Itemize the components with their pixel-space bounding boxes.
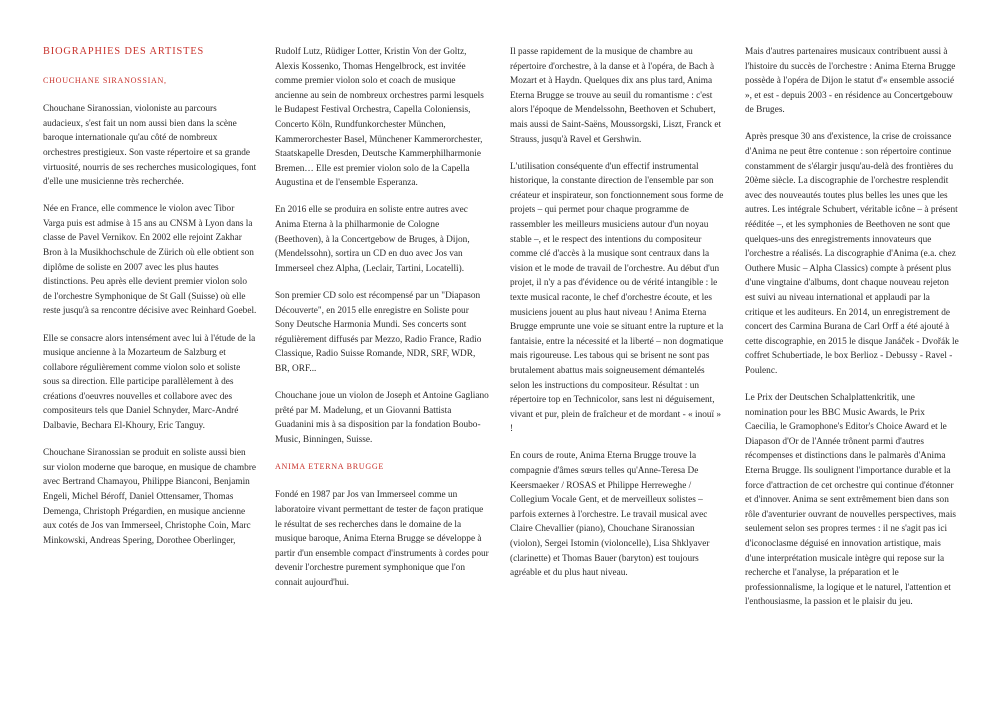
bio-paragraph: Le Prix der Deutschen Schalplattenkritik, une nomination pour les BBC Music Awards, le Prix Caecilia, le Gramophone's Editor's Choice Award et le Diapason d'Or de l'Année trônent parmi d'autres récompenses et distinctions dans le palmarès d'Anima Eterna Brugge. Ils soulignent l'importance durable et la force d'attraction de cet orchestre qui continue d'étonner et d'innover. Anima se sent extrêmement bien dans son rôle d'aventurier ouvrant de nouvelles perspectives, mais seulement selon ses propres termes : il ne s'agit pas ici d'iconoclasme déguisé en innovation artistique, mais d'une interprétation musicale intègre qui repose sur la recherche et l'analyse, la préparation et le professionnalisme, la logique et le naturel, l'attention et l'enthousiasme, la passion et le plaisir du jeu. bbox=[745, 393, 957, 608]
section-title: BIOGRAPHIES DES ARTISTES bbox=[43, 46, 205, 57]
artist-heading-anima-eterna: ANIMA ETERNA BRUGGE bbox=[275, 461, 385, 471]
bio-paragraph: Rudolf Lutz, Rüdiger Lotter, Kristin Von der Goltz, Alexis Kossenko, Thomas Hengelbrock, est invitée comme premier violon solo et coach de musique ancienne au sein de nombreux orchestres parmi lesquels le Budapest Festival Orchestra, Capella Coloniensis, Concerto Köln, Rundfunkorchester München, Kammerorchester Basel, Münchener Kammerorchester, Staatskapelle Dresden, Deutsche Kammerphilharmonie Bremen… Elle est premier violon solo de la Capella Augustina et de l'ensemble Esperanza. bbox=[275, 47, 484, 189]
bio-paragraph: L'utilisation conséquente d'un effectif instrumental historique, la constante direction de l'ensemble par son créateur et inspirateur, son fonctionnement sous forme de projets – qui permet pour chaque programme de rassembler les meilleurs musiciens autour d'un noyau stable –, et le respect des intentions du compositeur comme clé d'accès à la musique sont centraux dans la vision et le mode de travail de l'orchestre. Au début d'un projet, il n'y a pas d'évidence ou de vérité intangible : le texte musical raconte, le chef d'orchestre écoute, et les musiciens jouent au plus haut niveau ! Anima Eterna Brugge emprunte une voie se situant entre la rupture et la fantaisie, entre la nécessité et la liberté – non dogmatique mais rigoureuse. Les tabous qui se brisent ne sont pas brutalement abattus mais soigneusement démantelés selon les instructions du compositeur. Résultat : un répertoire top en Technicolor, sans lest ni déguisement, vivant et pur, plein de fraîcheur et de mordant - « inouï » ! bbox=[510, 161, 724, 435]
artist-heading-siranossian: CHOUCHANE SIRANOSSIAN, bbox=[43, 75, 167, 85]
bio-paragraph: En 2016 elle se produira en soliste entre autres avec Anima Eterna à la philharmonie de Cologne (Beethoven), à la Concertgebow de Bruges, à Dijon, (Mendelssohn), sortira un CD en duo avec Jos van Immerseel chez Alpha, (Leclair, Tartini, Locatelli). bbox=[275, 205, 470, 274]
bio-paragraph: Chouchane joue un violon de Joseph et Antoine Gagliano prêté par M. Madelung, et un Giovanni Battista Guadanini mis à sa disposition par la fondation Boubo-Music, Binningen, Suisse. bbox=[275, 390, 489, 445]
text-column-1 bbox=[43, 45, 257, 561]
text-column-3 bbox=[510, 45, 724, 593]
bio-paragraph: En cours de route, Anima Eterna Brugge trouve la compagnie d'âmes sœurs telles qu'Anne-Teresa De Keersmaeker / ROSAS et Philippe Herreweghe / Collegium Vocale Gent, et de merveilleux solistes – parfois externes à l'orchestre. Le travail musical avec Claire Chevallier (piano), Chouchane Siranossian (violon), Sergei Istomin (violoncelle), Lisa Shklyaver (clarinette) et Thomas Bauer (baryton) est toujours agréable et du plus haut niveau. bbox=[510, 451, 710, 579]
bio-paragraph: Elle se consacre alors intensément avec lui à l'étude de la musique ancienne à la Mozarteum de Salzburg et collabore régulièrement comme violon solo et soliste sous sa direction. Elle participe parallèlement à des créations d'oeuvres nouvelles et collabore avec des compositeurs tels que Daniel Schnyder, Marc-André Dalbavie, Bechara El-Khoury, Eric Tanguy. bbox=[43, 333, 256, 432]
text-column-4 bbox=[745, 45, 959, 622]
bio-paragraph: Chouchane Siranossian, violoniste au parcours audacieux, s'est fait un nom aussi bien dans la scène baroque internationale qu'au côté de nombreux orchestres prestigieux. Son vaste répertoire et sa grande virtuosité, nourris de ses recherches musicologiques, font d'elle une musicienne très recherchée. bbox=[43, 104, 257, 188]
bio-paragraph: Fondé en 1987 par Jos van Immerseel comme un laboratoire vivant permettant de tester de façon pratique le résultat de ses recherches dans le domaine de la musique baroque, Anima Eterna Brugge se développe à partir d'un ensemble compact d'instruments à cordes pour devenir l'orchestre purement symphonique que l'on connait aujourd'hui. bbox=[275, 490, 489, 588]
bio-paragraph: Son premier CD solo est récompensé par un "Diapason Découverte", en 2015 elle enregistre en Soliste pour Sony Deutsche Harmonia Mundi. Ses concerts sont régulièrement diffusés par Mezzo, Radio France, Radio Classique, Radio Suisse Romande, NDR, SRF, WDR, BR, ORF... bbox=[275, 290, 482, 374]
bio-paragraph: Chouchane Siranossian se produit en soliste aussi bien sur violon moderne que baroque, en musique de chambre avec Bertrand Chamayou, Philippe Bianconi, Benjamin Engeli, Michel Béroff, Daniel Ottensamer, Thomas Demenga, Christoph Prégardien, en musique ancienne aux cotés de Jos van Immerseel, Christophe Coin, Marc Minkowski, Andreas Spering, Dorothee Oberlinger, bbox=[43, 448, 256, 546]
bio-paragraph: Mais d'autres partenaires musicaux contribuent aussi à l'histoire du succès de l'orchestre : Anima Eterna Brugge possède à l'opéra de Dijon le statut d'« ensemble associé », et est - depuis 2003 - en résidence au Concertgebouw de Bruges. bbox=[745, 47, 956, 116]
bio-paragraph: Il passe rapidement de la musique de chambre au répertoire d'orchestre, à la danse et à l'opéra, de Bach à Mozart et à Haydn. Quelques dix ans plus tard, Anima Eterna Brugge se trouve au seuil du romantisme : c'est alors l'époque de Mendelssohn, Beethoven et Schubert, mais aussi de Saint-Saëns, Moussorgski, Liszt, Franck et Strauss, jusqu'à Ravel et Gershwin. bbox=[510, 47, 722, 145]
text-column-2 bbox=[275, 45, 489, 603]
bio-paragraph: Née en France, elle commence le violon avec Tibor Varga puis est admise à 15 ans au CNSM à Lyon dans la classe de Pavel Vernikov. En 2002 elle rejoint Zakhar Bron à la Musikhochschule de Zürich où elle obtient son diplôme de soliste en 2007 avec les plus hautes distinctions. Peu après elle devient premier violon solo de l'orchestre Symphonique de St Gall (Suisse) où elle reste jusqu'à sa rencontre décisive avec Reinhard Goebel. bbox=[43, 204, 257, 317]
bio-paragraph: Après presque 30 ans d'existence, la crise de croissance d'Anima ne peut être contenue : son répertoire continue constamment de s'élargir jusqu'au-delà des frontières du 20ème siècle. La discographie de l'orchestre resplendit avec des nouveautés toutes plus belles les unes que les autres. Les intégrale Schubert, véritable icône – à présent rééditée –, et les symphonies de Beethoven ne sont que quelques-uns des enregistrements innovateurs que l'orchestre a réalisés. La discographie d'Anima (e.a. chez Outhere Music – Alpha Classics) compte à présent plus d'une vingtaine d'albums, dont chaque nouveau rejeton est suivi au niveau international et applaudi par la critique et les auditeurs. En 2014, un enregistrement de concert des Carmina Burana de Carl Orff a été ajouté à cette discographie, en 2015 le disque Janáček - Dvořák le coffret Schubertiade, le box Berlioz - Debussy - Ravel - Poulenc. bbox=[745, 132, 959, 376]
